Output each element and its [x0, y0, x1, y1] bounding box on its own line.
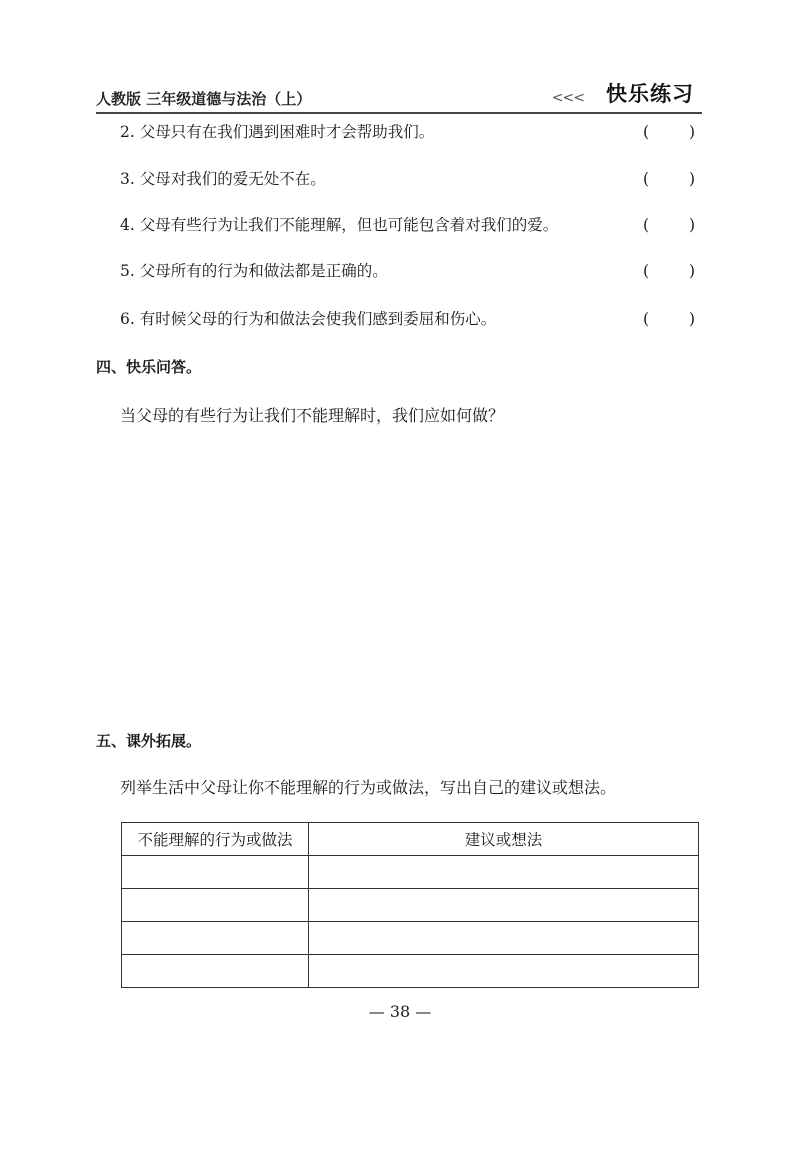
section-5-prompt: 列举生活中父母让你不能理解的行为或做法，写出自己的建议或想法。 — [120, 778, 617, 797]
table-cell[interactable] — [122, 889, 309, 922]
extension-table — [121, 822, 699, 988]
table-header-row — [122, 823, 699, 856]
answer-blank[interactable]: ( ) — [643, 216, 695, 234]
item-text: 6. 有时候父母的行为和做法会使我们感到委屈和伤心。 — [120, 310, 497, 328]
true-false-item-5 — [120, 259, 695, 283]
section-4-question: 当父母的有些行为让我们不能理解时，我们应如何做？ — [120, 406, 505, 425]
table-row — [122, 856, 699, 889]
table-cell[interactable] — [309, 955, 699, 988]
section-4-title: 四、快乐问答。 — [96, 358, 202, 376]
table-cell[interactable] — [122, 955, 309, 988]
item-text: 2. 父母只有在我们遇到困难时才会帮助我们。 — [120, 123, 435, 141]
answer-area[interactable] — [120, 440, 698, 710]
page-number: — 38 — — [368, 1002, 432, 1021]
table-row — [122, 889, 699, 922]
header-section-title: 快乐练习 — [606, 82, 694, 106]
table-header-suggestion: 建议或想法 — [309, 823, 699, 856]
section-5-title: 五、课外拓展。 — [96, 732, 202, 750]
true-false-item-6 — [120, 307, 695, 331]
item-text: 4. 父母有些行为让我们不能理解，但也可能包含着对我们的爱。 — [120, 216, 559, 234]
header-book-info: 人教版 三年级道德与法治（上） — [96, 90, 312, 108]
true-false-item-2 — [120, 120, 695, 144]
answer-blank[interactable]: ( ) — [643, 310, 695, 328]
table-row — [122, 955, 699, 988]
table-row — [122, 922, 699, 955]
item-text: 5. 父母所有的行为和做法都是正确的。 — [120, 262, 388, 280]
true-false-item-4 — [120, 213, 695, 237]
table-cell[interactable] — [122, 856, 309, 889]
table-cell[interactable] — [309, 889, 699, 922]
table-cell[interactable] — [309, 922, 699, 955]
item-text: 3. 父母对我们的爱无处不在。 — [120, 170, 326, 188]
page-header — [86, 74, 702, 114]
chevron-left-icon: <<< — [551, 90, 584, 106]
answer-blank[interactable]: ( ) — [643, 262, 695, 280]
answer-blank[interactable]: ( ) — [643, 123, 695, 141]
table-cell[interactable] — [309, 856, 699, 889]
table-header-behavior: 不能理解的行为或做法 — [122, 823, 309, 856]
answer-blank[interactable]: ( ) — [643, 170, 695, 188]
header-divider — [96, 112, 702, 114]
table-cell[interactable] — [122, 922, 309, 955]
true-false-item-3 — [120, 167, 695, 191]
